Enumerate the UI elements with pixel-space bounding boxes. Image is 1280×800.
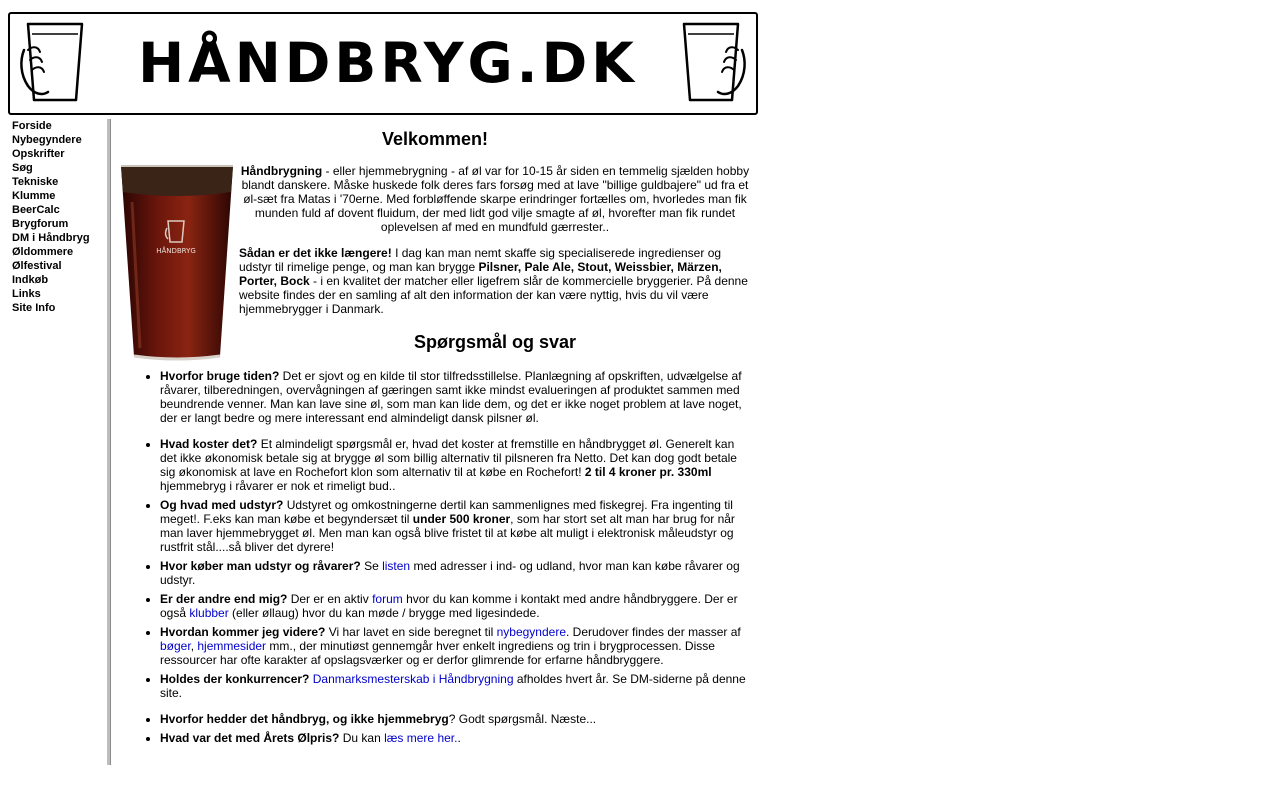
faq-question: Er der andre end mig? bbox=[160, 592, 288, 606]
intro-paragraph-2 bbox=[239, 246, 751, 316]
page-title: Velkommen! bbox=[381, 129, 489, 149]
link-klubber[interactable]: klubber bbox=[189, 606, 229, 620]
faq-answer: Det er sjovt og en kilde til stor tilfredsstillelse. Planlægning af opskriften, udvælgelse af råvarer, tilberedningen, overvågningen af gæringen samt ikke mindst evalueringen af produktet sammen med beundrende venner. Man kan lave sine øl, som man kan lide dem, og det er ikke noget problem at lave noget, der er langt bedre og mere interessant end almindeligt dansk pilsner øl. bbox=[160, 369, 742, 425]
faq-item bbox=[160, 369, 746, 425]
faq-question: Hvordan kommer jeg videre? bbox=[160, 625, 326, 639]
faq-item bbox=[160, 437, 746, 493]
sidebar-item-olfestival[interactable]: Ølfestival bbox=[12, 260, 62, 272]
faq-answer: Du kan bbox=[339, 731, 385, 745]
intro-paragraph bbox=[240, 164, 750, 234]
intro2-text-2: - i en kvalitet der matcher eller ligefrem slår de kommercielle bryggerier. På denne website findes der en samling af alt den information der kan være nyttig, hvis du vil være hjemmebrygger i Danmark. bbox=[239, 274, 748, 316]
faq-item bbox=[160, 592, 746, 620]
link-hjemmesider[interactable]: hjemmesider bbox=[197, 639, 267, 653]
faq-title: Spørgsmål og svar bbox=[413, 332, 577, 352]
faq-answer: hvor du kan komme i kontakt med andre håndbryggere. Der er også bbox=[160, 592, 738, 620]
link-danmarksmesterskab[interactable]: Danmarksmesterskab i Håndbrygning bbox=[312, 672, 514, 686]
faq-question: Og hvad med udstyr? bbox=[160, 498, 284, 512]
sidebar-item-site-info[interactable]: Site Info bbox=[12, 302, 56, 314]
faq-question: Hvorfor hedder det håndbryg, og ikke hjemmebryg bbox=[160, 712, 449, 726]
faq-answer: Vi har lavet en side beregnet til bbox=[325, 625, 497, 639]
faq-answer: . Derudover findes der masser af bbox=[566, 625, 741, 639]
faq-answer: , som har stort set alt man har brug for når man laver hjemmebrygget øl. Men man kan også blive fristet til at købe alt muligt i elektronisk måleudstyr og rustfrit stål....så bliver det dyrere! bbox=[160, 512, 735, 554]
faq-answer: (eller øllaug) hvor du kan møde / brygge med ligesindede. bbox=[228, 606, 540, 620]
sidebar-nav bbox=[12, 119, 107, 315]
faq-question: Hvor køber man udstyr og råvarer? bbox=[160, 559, 361, 573]
intro2-bold-1: Sådan er det ikke længere! bbox=[239, 246, 392, 260]
faq-list bbox=[118, 369, 746, 750]
sidebar-item-nybegyndere[interactable]: Nybegyndere bbox=[12, 134, 82, 146]
site-banner[interactable] bbox=[8, 12, 758, 115]
faq-item bbox=[160, 498, 746, 554]
faq-question: Hvad koster det? bbox=[160, 437, 258, 451]
faq-answer: ? Godt spørgsmål. Næste... bbox=[448, 712, 597, 726]
faq-question: Hvorfor bruge tiden? bbox=[160, 369, 280, 383]
intro2-text-1: I dag kan man nemt skaffe sig specialiserede ingredienser og udstyr til rimelige penge, og man kan brygge bbox=[239, 246, 722, 274]
sidebar-item-links[interactable]: Links bbox=[12, 288, 41, 300]
sidebar-item-tekniske[interactable]: Tekniske bbox=[12, 176, 59, 188]
sidebar-item-indkob[interactable]: Indkøb bbox=[12, 274, 49, 286]
sidebar-item-klumme[interactable]: Klumme bbox=[12, 190, 56, 202]
faq-item bbox=[160, 625, 746, 667]
faq-question: Holdes der konkurrencer? bbox=[160, 672, 310, 686]
faq-answer: Et almindeligt spørgsmål er, hvad det koster at fremstille en håndbrygget øl. Generelt kan det ikke økonomisk betale sig at brygge øl som billig alternativ til pilsneren fra Netto. Det kan dog godt betale sig økonomisk at lave en Rochefort klon som alternativ til at købe en Rochefort! bbox=[160, 437, 737, 479]
beer-glass-image bbox=[118, 162, 236, 362]
intro-bold: Håndbrygning bbox=[240, 164, 323, 178]
sidebar-item-opskrifter[interactable]: Opskrifter bbox=[12, 148, 65, 160]
faq-answer: Udstyret og omkostningerne dertil kan sammenlignes med fiskegrej. Fra ingenting til meget!. F.eks kan man købe et begyndersæt til bbox=[160, 498, 733, 526]
beer-glass-icon bbox=[674, 20, 748, 104]
faq-item bbox=[160, 672, 746, 700]
sidebar-item-dm-i-handbryg[interactable]: DM i Håndbryg bbox=[12, 232, 90, 244]
intro2-bold-2: Pilsner, Pale Ale, Stout, Weissbier, Märzen, Porter, Bock bbox=[239, 260, 722, 288]
link-forum[interactable]: forum bbox=[372, 592, 403, 606]
faq-answer-bold: under 500 kroner bbox=[412, 512, 511, 526]
faq-answer: hjemmebryg i råvarer er nok et rimeligt bud.. bbox=[160, 479, 396, 493]
site-logo-text: HÅNDBRYG.DK bbox=[138, 31, 638, 95]
link-listen[interactable]: listen bbox=[382, 559, 411, 573]
sidebar-item-forside[interactable]: Forside bbox=[12, 120, 52, 132]
faq-answer-bold: 2 til 4 kroner pr. 330ml bbox=[584, 465, 712, 479]
faq-answer: mm., der minutiøst gennemgår hver enkelt ingrediens og trin i brygprocessen. Disse ressourcer har ofte karakter af opslagsværker og er derfor glimrende for erfarne håndbryggere. bbox=[160, 639, 715, 667]
glass-logo-text: HÅNDBRYG bbox=[156, 247, 196, 255]
sidebar-item-oldommere[interactable]: Øldommere bbox=[12, 246, 74, 258]
vertical-divider bbox=[107, 119, 111, 765]
faq-answer: , bbox=[190, 639, 198, 653]
faq-question: Hvad var det med Årets Ølpris? bbox=[160, 731, 340, 745]
faq-item bbox=[160, 712, 746, 726]
faq-item bbox=[160, 731, 746, 745]
faq-answer: Se bbox=[360, 559, 383, 573]
sidebar-item-beercalc[interactable]: BeerCalc bbox=[12, 204, 60, 216]
link-laes-mere-her[interactable]: læs mere her. bbox=[384, 731, 458, 745]
beer-glass-icon bbox=[18, 20, 92, 104]
faq-answer: Der er en aktiv bbox=[287, 592, 373, 606]
faq-answer: . bbox=[457, 731, 461, 745]
intro-text: - eller hjemmebrygning - af øl var for 10-15 år siden en temmelig sjælden hobby blandt danskere. Måske huskede folk deres fars forsøg med at lave "billige guldbajere" ud fra et øl-sæt fra Matas i '70erne. Med forbløffende skarpe erindringer fortælles om, hvorledes man fik munden fuld af dovent fluidum, der med lidt god vilje smagte af øl, hvorefter man fik rundet oplevelsen af med en mundfuld gærrester.. bbox=[241, 164, 750, 234]
faq-answer: afholdes hvert år. Se DM-siderne på denne site. bbox=[160, 672, 746, 700]
faq-item bbox=[160, 559, 746, 587]
faq-answer: med adresser i ind- og udland, hvor man kan købe råvarer og udstyr. bbox=[160, 559, 740, 587]
sidebar-item-sog[interactable]: Søg bbox=[12, 162, 33, 174]
link-nybegyndere[interactable]: nybegyndere bbox=[496, 625, 566, 639]
link-boger[interactable]: bøger bbox=[160, 639, 191, 653]
sidebar-item-brygforum[interactable]: Brygforum bbox=[12, 218, 69, 230]
